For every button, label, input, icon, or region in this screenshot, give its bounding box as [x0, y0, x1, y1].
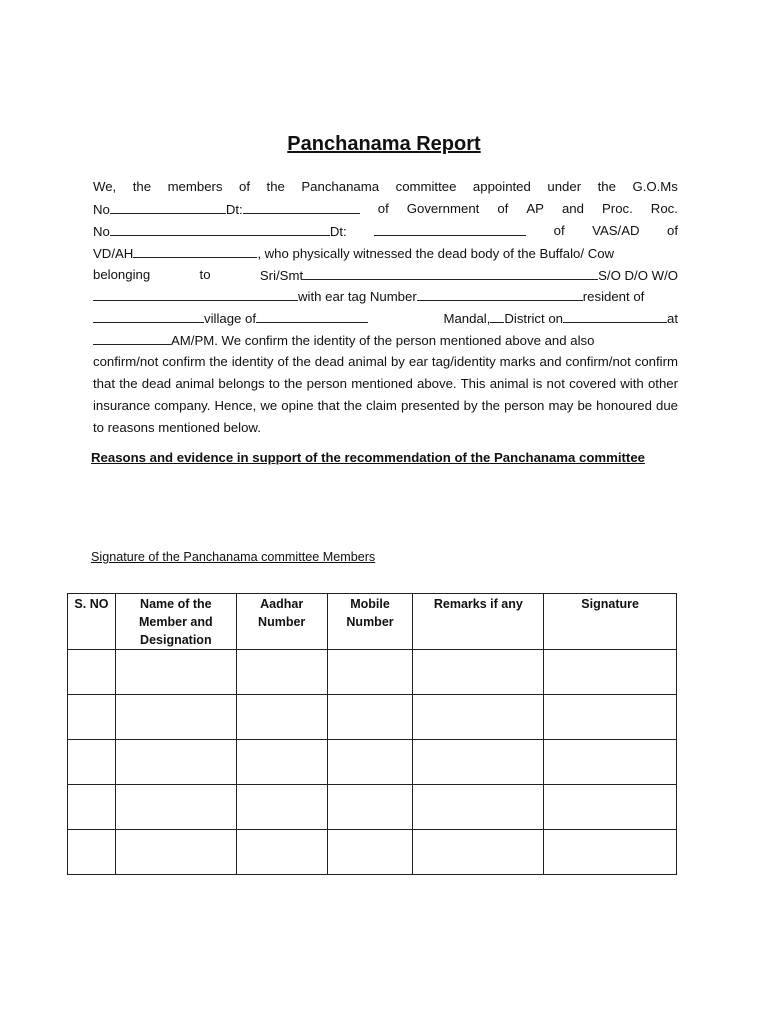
table-header-row [68, 594, 677, 650]
table-cell[interactable] [327, 650, 413, 695]
village-group [93, 307, 368, 329]
table-cell[interactable] [236, 830, 327, 875]
text-we: We, [93, 179, 117, 194]
paragraph-rest: confirm/not confirm the identity of the dead animal by ear tag/identity marks and confirm/not confirm that the dead animal belongs to the person mentioned above. This animal is not covered with other insurance company. Hence, we opine that the claim presented by the person may be honoured due to reasons mentioned below. [93, 354, 678, 435]
text-to: to [199, 266, 211, 282]
table-cell[interactable] [413, 650, 544, 695]
table-cell[interactable] [544, 695, 677, 740]
label-dt: Dt: [225, 201, 243, 217]
table-cell[interactable] [544, 740, 677, 785]
text-the: the [132, 179, 152, 194]
header-signature: Signature [544, 594, 677, 650]
text-goms: G.O.Ms [632, 179, 678, 194]
table-cell[interactable] [236, 650, 327, 695]
table-cell[interactable] [544, 830, 677, 875]
table-cell[interactable] [327, 740, 413, 785]
text-of: of [239, 179, 251, 194]
signature-heading: Signature of the Panchanama committee Members [91, 550, 376, 564]
label-relation: S/O D/O W/O [598, 267, 678, 283]
table-cell[interactable] [236, 740, 327, 785]
label-sri-smt: Sri/Smt [259, 267, 304, 283]
ear-tag-group [93, 285, 644, 307]
committee-members-table [67, 593, 677, 875]
text-of-2: of [377, 200, 389, 216]
vdah-group [93, 242, 614, 264]
district-blank[interactable] [490, 307, 504, 323]
roc-number-group [93, 220, 347, 242]
paragraph-line-8 [93, 329, 678, 351]
table-cell[interactable] [68, 650, 116, 695]
table-cell[interactable] [544, 650, 677, 695]
reasons-heading: Reasons and evidence in support of the recommendation of the Panchanama committee [91, 450, 645, 465]
date-blank[interactable] [563, 307, 667, 323]
time-blank[interactable] [93, 329, 171, 345]
ear-tag-blank[interactable] [417, 285, 583, 301]
table-row [68, 695, 677, 740]
text-belonging: belonging [93, 266, 151, 282]
text-members: members [167, 179, 223, 194]
page-title: Panchanama Report [287, 133, 481, 155]
table-cell[interactable] [236, 695, 327, 740]
table-cell[interactable] [115, 785, 236, 830]
header-mobile: Mobile Number [327, 594, 413, 650]
text-of-4: of [553, 222, 565, 238]
goms-number-group [93, 198, 360, 220]
text-proc: Proc. [602, 200, 633, 216]
table-cell[interactable] [115, 740, 236, 785]
mandal-group [443, 307, 678, 329]
table-row [68, 830, 677, 875]
relation-name-blank[interactable] [93, 285, 298, 301]
text-ap: AP [526, 200, 544, 216]
village-blank[interactable] [256, 307, 368, 323]
text-committee: committee [395, 179, 457, 194]
label-vd-ah: VD/AH [93, 245, 134, 261]
table-cell[interactable] [68, 695, 116, 740]
table-cell[interactable] [115, 695, 236, 740]
table-row [68, 785, 677, 830]
paragraph-line-7 [93, 307, 678, 329]
table-cell[interactable] [68, 740, 116, 785]
text-and: and [561, 200, 584, 216]
paragraph-line-3 [93, 220, 678, 242]
owner-name-blank[interactable] [303, 264, 598, 280]
label-mandal: Mandal, [443, 311, 491, 327]
header-name-designation: Name of the Member and Designation [115, 594, 236, 650]
roc-date-blank[interactable] [374, 220, 526, 236]
text-under: under [547, 179, 582, 194]
declaration-paragraph [93, 176, 678, 439]
paragraph-line-6 [93, 285, 678, 307]
label-ear-tag: with ear tag Number [298, 289, 417, 305]
label-district-on: District on [504, 311, 563, 327]
paragraph-line-5 [93, 264, 678, 286]
label-no-2: No [93, 223, 110, 239]
text-of-3: of [497, 200, 509, 216]
paragraph-line-1 [93, 176, 678, 198]
table-cell[interactable] [327, 830, 413, 875]
table-cell[interactable] [413, 785, 544, 830]
roc-number-blank[interactable] [110, 220, 330, 236]
text-appointed: appointed [472, 179, 531, 194]
table-row [68, 650, 677, 695]
header-aadhar: Aadhar Number [236, 594, 327, 650]
table-cell[interactable] [327, 785, 413, 830]
table-row [68, 740, 677, 785]
text-panchanama: Panchanama [301, 179, 380, 194]
table-cell[interactable] [413, 830, 544, 875]
vd-ah-blank[interactable] [133, 242, 257, 258]
text-vas-ad: VAS/AD [592, 222, 640, 238]
owner-group [260, 264, 678, 286]
table-cell[interactable] [68, 830, 116, 875]
goms-number-blank[interactable] [110, 198, 226, 214]
paragraph-line-2 [93, 198, 678, 220]
goms-date-blank[interactable] [243, 198, 360, 214]
header-remarks: Remarks if any [413, 594, 544, 650]
header-s-no: S. NO [68, 594, 116, 650]
table-cell[interactable] [413, 695, 544, 740]
paragraph-line-4 [93, 242, 678, 264]
text-confirm-identity: AM/PM. We confirm the identity of the person mentioned above and also [171, 333, 595, 349]
table-cell[interactable] [544, 785, 677, 830]
label-village-of: village of [204, 311, 257, 327]
label-resident-of: resident of [582, 289, 645, 305]
time-group [93, 329, 594, 351]
address-blank[interactable] [93, 307, 204, 323]
table-cell[interactable] [68, 785, 116, 830]
text-government: Government [406, 200, 480, 216]
text-the-2: the [266, 179, 285, 194]
label-at: at [667, 311, 678, 327]
table-cell[interactable] [413, 740, 544, 785]
table-cell[interactable] [115, 830, 236, 875]
label-dt-2: Dt: [329, 223, 347, 239]
table-cell[interactable] [236, 785, 327, 830]
label-no: No [93, 201, 110, 217]
text-of-5: of [667, 222, 678, 238]
text-witnessed: , who physically witnessed the dead body of the Buffalo/ Cow [257, 245, 615, 261]
table-cell[interactable] [115, 650, 236, 695]
table-cell[interactable] [327, 695, 413, 740]
text-the-3: the [597, 179, 616, 194]
text-roc: Roc. [650, 200, 678, 216]
